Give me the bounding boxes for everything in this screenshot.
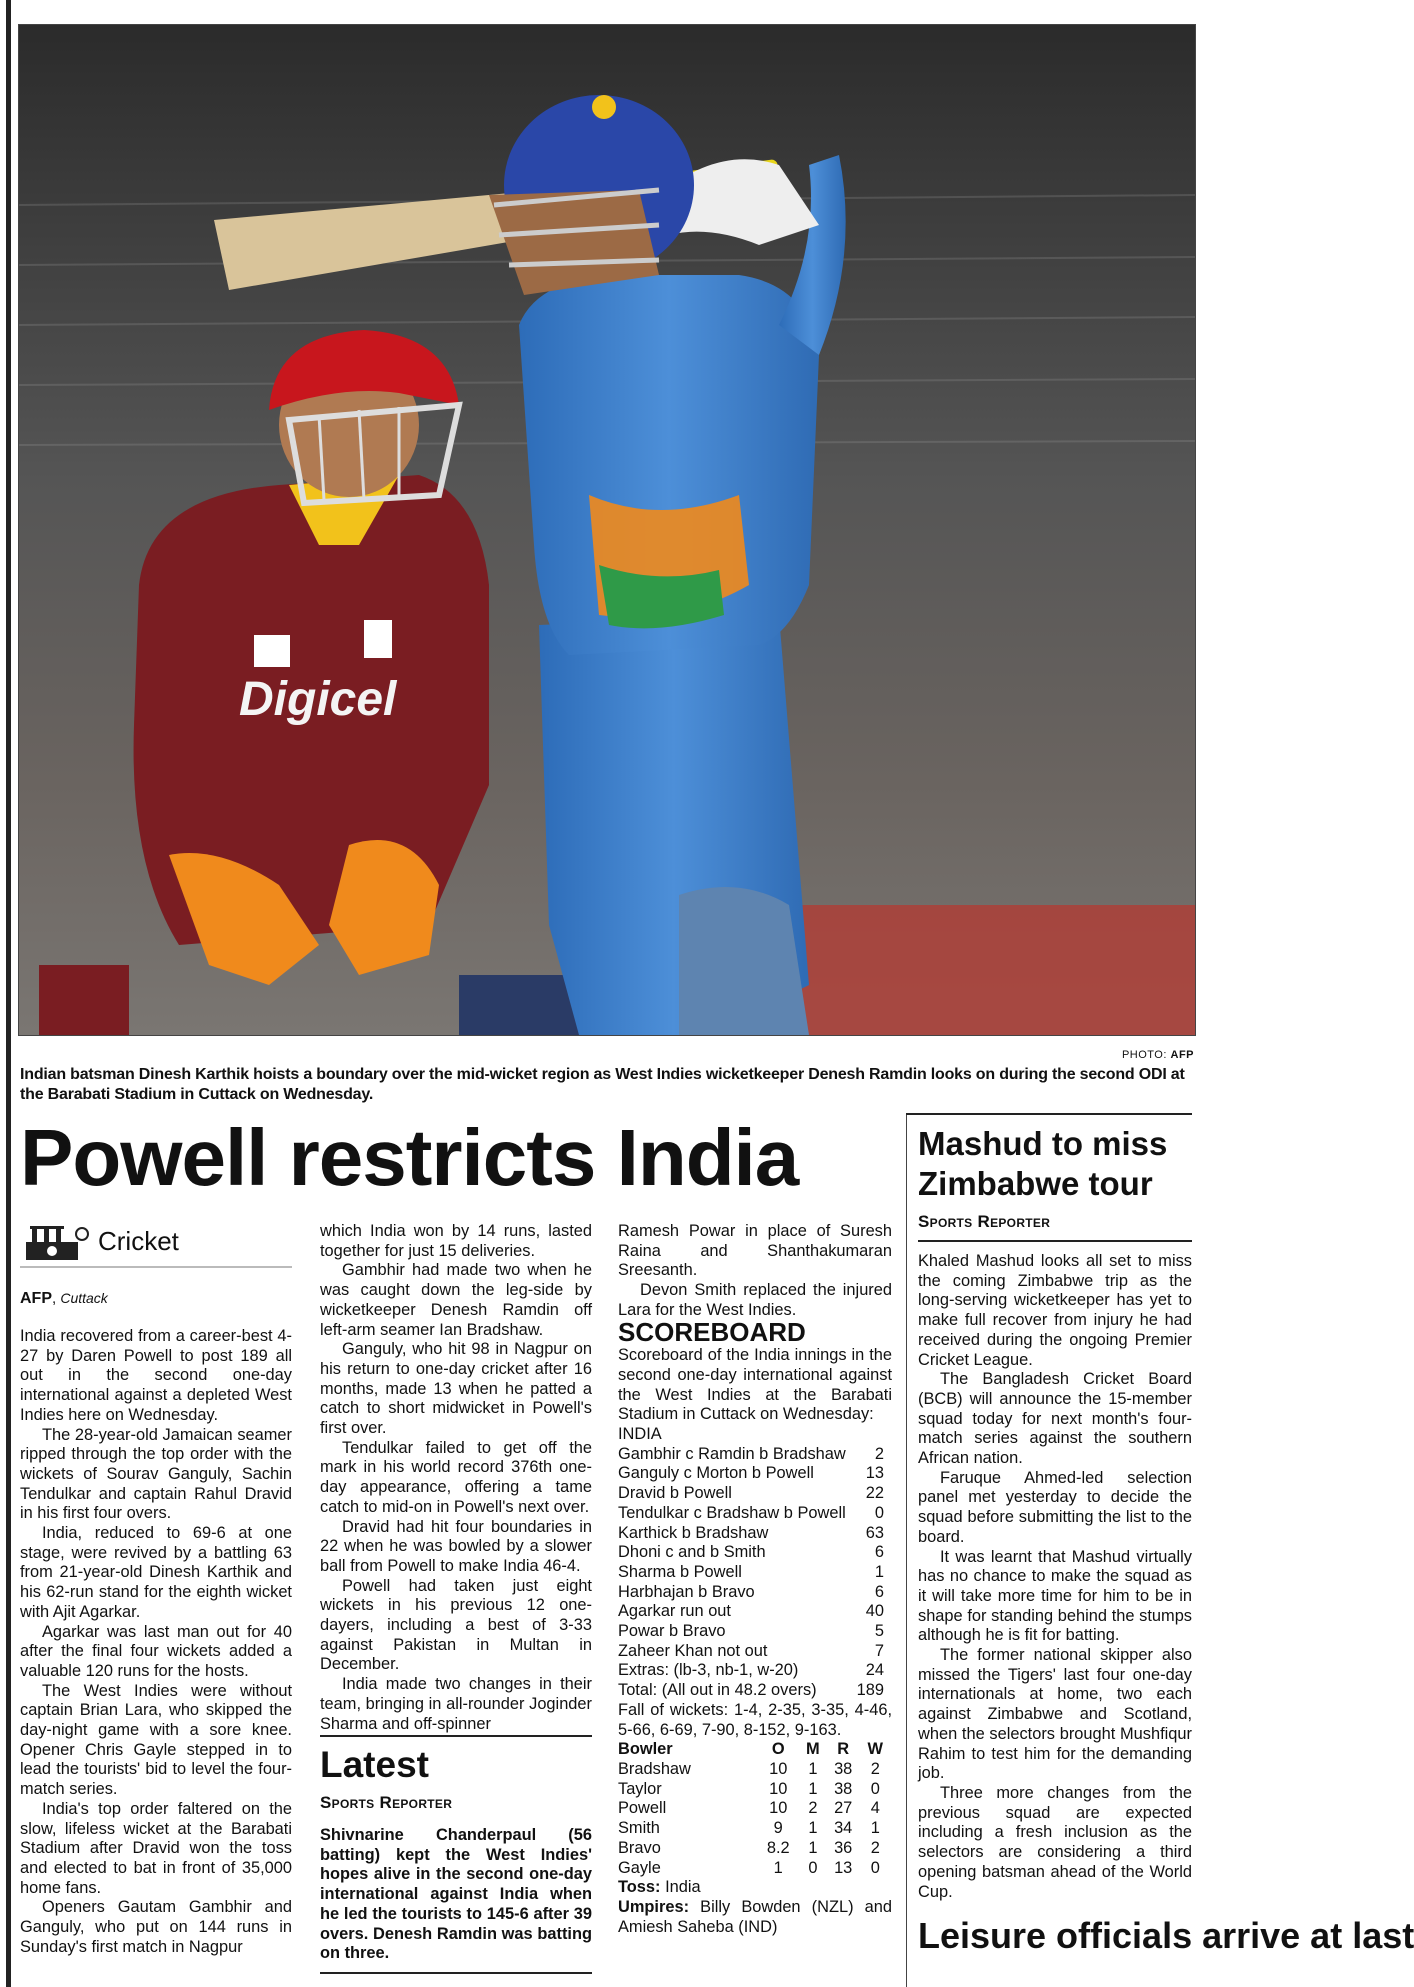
batsman-cell: Gambhir c Ramdin b Bradshaw <box>618 1444 846 1463</box>
bowling-cell: 4 <box>870 1799 880 1818</box>
runs-cell: 0 <box>874 1503 884 1522</box>
batting-row <box>618 1484 890 1504</box>
scoreboard-team: INDIA <box>618 1425 662 1444</box>
paragraph: India made two changes in their team, bringing in all-rounder Joginder Sharma and off-spinner <box>320 1675 592 1733</box>
bowling-header-cell: Bowler <box>618 1740 673 1759</box>
batting-row <box>618 1445 890 1465</box>
batsman-cell: Extras: (lb-3, nb-1, w-20) <box>618 1661 799 1680</box>
mashud-byline: Sports Reporter <box>918 1212 1051 1231</box>
runs-cell: 13 <box>865 1464 884 1483</box>
batsman-cell: Karthick b Bradshaw <box>618 1523 769 1542</box>
bowling-cell: 8.2 <box>766 1838 790 1857</box>
paragraph: Powell had taken just eight wickets in his previous 12 one-dayers, including a best of 3-33 against Pakistan in Multan in December. <box>320 1576 592 1674</box>
runs-cell: 189 <box>856 1681 884 1700</box>
section-tag-cricket <box>20 1222 292 1268</box>
bowling-cell: Powell <box>618 1799 667 1818</box>
bowling-cell: 36 <box>834 1838 853 1857</box>
paragraph: Three more changes from the previous squad are expected including a fresh inclusion as the selectors are considering a third opening batsman ahead of the World Cup. <box>918 1783 1192 1901</box>
bowling-cell: 2 <box>870 1759 880 1778</box>
paragraph: Tendulkar failed to get off the mark in his world record 376th one-day appearance, offering a tame catch to mid-on in Powell's next over. <box>320 1438 592 1516</box>
bowling-cell: 10 <box>769 1759 788 1778</box>
batting-row <box>618 1464 890 1484</box>
paragraph: India, reduced to 69-6 at one stage, were revived by a battling 63 from 21-year-old Dinesh Karthik and his 62-run stand for the eighth wicket with Ajit Agarkar. <box>20 1524 292 1621</box>
bowling-cell: 1 <box>808 1759 818 1778</box>
runs-cell: 40 <box>865 1602 884 1621</box>
cricket-action-image <box>19 25 1195 1035</box>
batsman-cell: Zaheer Khan not out <box>618 1641 768 1660</box>
latest-title: Latest <box>320 1744 429 1785</box>
bowling-header-cell: M <box>806 1740 820 1759</box>
bowling-cell: 1 <box>808 1779 818 1798</box>
mashud-headline: Mashud to miss Zimbabwe tour <box>918 1125 1168 1202</box>
bowling-cell: 0 <box>808 1858 818 1877</box>
paragraph: The West Indies were without captain Brian Lara, who skipped the day-night game with a sore knee. Opener Chris Gayle stepped in to lead the tourists' bid to level the four-match series. <box>20 1681 292 1799</box>
paragraph: India recovered from a career-best 4-27 by Daren Powell to post 189 all out in the second one-day international against a depleted West Indies here on Wednesday. <box>20 1327 292 1424</box>
batting-row <box>618 1563 890 1583</box>
bowling-row <box>618 1859 890 1879</box>
batsman-cell: Total: (All out in 48.2 overs) <box>618 1681 817 1700</box>
runs-cell: 2 <box>874 1444 884 1463</box>
batting-row <box>618 1661 890 1681</box>
bowling-cell: 38 <box>834 1759 853 1778</box>
bowling-cell: 10 <box>769 1799 788 1818</box>
bowling-row <box>618 1760 890 1780</box>
main-story-col2 <box>320 1222 592 1734</box>
bowling-cell: 34 <box>834 1819 853 1838</box>
batting-row <box>618 1622 890 1642</box>
batting-row <box>618 1681 890 1701</box>
cricket-stumps-icon <box>22 1224 94 1260</box>
paragraph: The former national skipper also missed the Tigers' last four one-day internationals at home, two each against Zimbabwe and Scotland, when the selectors brought Mushfiqur Rahim to test him for the demanding job. <box>918 1646 1192 1783</box>
batting-row <box>618 1642 890 1662</box>
batting-row <box>618 1543 890 1563</box>
right-column-top-rule <box>906 1113 1192 1115</box>
batsman-cell: Agarkar run out <box>618 1602 731 1621</box>
bowling-cell: Taylor <box>618 1779 662 1798</box>
paragraph: The Bangladesh Cricket Board (BCB) will announce the 15-member squad today for next month's four-match series against the southern African nation. <box>918 1370 1192 1468</box>
main-story-col3 <box>618 1222 892 1937</box>
bowling-cell: Gayle <box>618 1858 661 1877</box>
bowling-cell: 2 <box>870 1838 880 1857</box>
paragraph: which India won by 14 runs, lasted together for just 15 deliveries. <box>320 1222 592 1260</box>
scoreboard-title: SCOREBOARD <box>618 1316 806 1347</box>
bowling-header-cell: O <box>771 1740 785 1759</box>
photo-caption: Indian batsman Dinesh Karthik hoists a boundary over the mid-wicket region as West Indies wicketkeeper Denesh Ramdin looks on during the second ODI at the Barabati Stadium in Cuttack on Wednesday. <box>20 1066 1185 1103</box>
bowling-row <box>618 1780 890 1800</box>
bowling-cell: 13 <box>834 1858 853 1877</box>
paragraph: The 28-year-old Jamaican seamer ripped through the top order with the wickets of Sourav Ganguly, Sachin Tendulkar and captain Rahul Dravid in his first four overs. <box>20 1425 292 1523</box>
bowling-cell: 0 <box>870 1779 880 1798</box>
runs-cell: 63 <box>865 1523 884 1542</box>
bowling-cell: 10 <box>769 1779 788 1798</box>
bowling-cell: 1 <box>808 1838 818 1857</box>
main-byline: AFP, Cuttack <box>20 1290 108 1307</box>
main-story-col1 <box>20 1327 292 1958</box>
mashud-byline-rule <box>918 1240 1192 1242</box>
section-tag-label: Cricket <box>98 1226 179 1256</box>
paragraph: Agarkar was last man out for 40 after the final four wickets added a valuable 120 runs for the hosts. <box>20 1622 292 1680</box>
paragraph: Ganguly, who hit 98 in Nagpur on his return to one-day cricket after 16 months, made 13 when he patted a catch to short midwicket in Powell's first over. <box>320 1340 592 1438</box>
leisure-headline: Leisure officials arrive at last <box>918 1915 1414 1956</box>
page-left-rule <box>6 0 11 1987</box>
bowling-header-cell: R <box>837 1740 850 1759</box>
bowling-cell: 38 <box>834 1779 853 1798</box>
runs-cell: 6 <box>874 1582 884 1601</box>
runs-cell: 7 <box>874 1641 884 1660</box>
bowling-cell: 9 <box>773 1819 783 1838</box>
bowling-figures <box>618 1740 890 1878</box>
paragraph: Ramesh Powar in place of Suresh Raina and Shanthakumaran Sreesanth. <box>618 1222 892 1280</box>
batting-row <box>618 1504 890 1524</box>
batsman-cell: Sharma b Powell <box>618 1562 742 1581</box>
batsman-cell: Harbhajan b Bravo <box>618 1582 755 1601</box>
bowling-cell: 2 <box>808 1799 818 1818</box>
batsman-cell: Tendulkar c Bradshaw b Powell <box>618 1503 846 1522</box>
bowling-header-cell: W <box>867 1740 883 1759</box>
latest-body: Shivnarine Chanderpaul (56 batting) kept the West Indies' hopes alive in the second one-day international against India when he led the tourists to 145-6 after 39 overs. Denesh Ramdin was batting on three. <box>320 1826 592 1963</box>
bowling-row <box>618 1799 890 1819</box>
paragraph: Openers Gautam Gambhir and Ganguly, who put on 144 runs in Sunday's first match in Nagpur <box>20 1898 292 1956</box>
bowling-cell: 1 <box>773 1858 783 1877</box>
runs-cell: 5 <box>874 1622 884 1641</box>
bowling-header-row <box>618 1740 890 1760</box>
batting-row <box>618 1583 890 1603</box>
runs-cell: 22 <box>865 1484 884 1503</box>
latest-bottom-rule <box>320 1972 592 1974</box>
latest-byline: Sports Reporter <box>320 1793 453 1812</box>
latest-header <box>320 1735 592 1813</box>
bowling-cell: Bravo <box>618 1838 661 1857</box>
mashud-story <box>918 1252 1192 1902</box>
runs-cell: 24 <box>865 1661 884 1680</box>
news-photo <box>18 24 1196 1036</box>
bowling-cell: 1 <box>808 1819 818 1838</box>
bowling-row <box>618 1839 890 1859</box>
batsman-cell: Ganguly c Morton b Powell <box>618 1464 814 1483</box>
runs-cell: 6 <box>874 1543 884 1562</box>
batsman-cell: Powar b Bravo <box>618 1622 726 1641</box>
paragraph: Dravid had hit four boundaries in 22 when he was bowled by a slower ball from Powell to make India 46-4. <box>320 1517 592 1575</box>
umpires-line: Umpires: Billy Bowden (NZL) and Amiesh Saheba (IND) <box>618 1897 892 1936</box>
main-headline: Powell restricts India <box>20 1113 799 1202</box>
batting-scorecard <box>618 1445 890 1701</box>
bowling-cell: 0 <box>870 1858 880 1877</box>
paragraph: It was learnt that Mashud virtually has no chance to make the squad as it will take more time for him to be in shape for standing behind the stumps although he is fit for batting. <box>918 1547 1192 1645</box>
batting-row <box>618 1602 890 1622</box>
photo-credit: PHOTO: AFP <box>1121 1049 1194 1061</box>
bowling-cell: Bradshaw <box>618 1759 691 1778</box>
bowling-cell: 27 <box>834 1799 853 1818</box>
toss-line: Toss: India <box>618 1878 701 1897</box>
column-divider <box>906 1115 907 1987</box>
paragraph: Devon Smith replaced the injured Lara for the West Indies. <box>618 1281 892 1319</box>
batting-row <box>618 1524 890 1544</box>
bowling-cell: Smith <box>618 1819 660 1838</box>
paragraph: Faruque Ahmed-led selection panel met yesterday to decide the squad before submitting the list to the board. <box>918 1468 1192 1546</box>
bowling-cell: 1 <box>870 1819 880 1838</box>
bowling-row <box>618 1819 890 1839</box>
paragraph: India's top order faltered on the slow, lifeless wicket at the Barabati Stadium after Dravid won the toss and elected to bat in front of 35,000 home fans. <box>20 1799 292 1897</box>
runs-cell: 1 <box>874 1562 884 1581</box>
fall-of-wickets: Fall of wickets: 1-4, 2-35, 3-35, 4-46, 5-66, 6-69, 7-90, 8-152, 9-163. <box>618 1700 892 1739</box>
batsman-cell: Dhoni c and b Smith <box>618 1543 766 1562</box>
paragraph: Khaled Mashud looks all set to miss the coming Zimbabwe trip as the long-serving wicketkeeper has yet to make full recover from injury he had received during the ongoing Premier Cricket League. <box>918 1252 1192 1369</box>
paragraph: Gambhir had made two when he was caught down the leg-side by wicketkeeper Denesh Ramdin off left-arm seamer Ian Bradshaw. <box>320 1261 592 1339</box>
batsman-cell: Dravid b Powell <box>618 1484 732 1503</box>
svg-text:Digicel: Digicel <box>239 673 397 726</box>
scoreboard-intro: Scoreboard of the India innings in the second one-day international against the West Indies at the Barabati Stadium in Cuttack on Wednesday: <box>618 1346 892 1424</box>
